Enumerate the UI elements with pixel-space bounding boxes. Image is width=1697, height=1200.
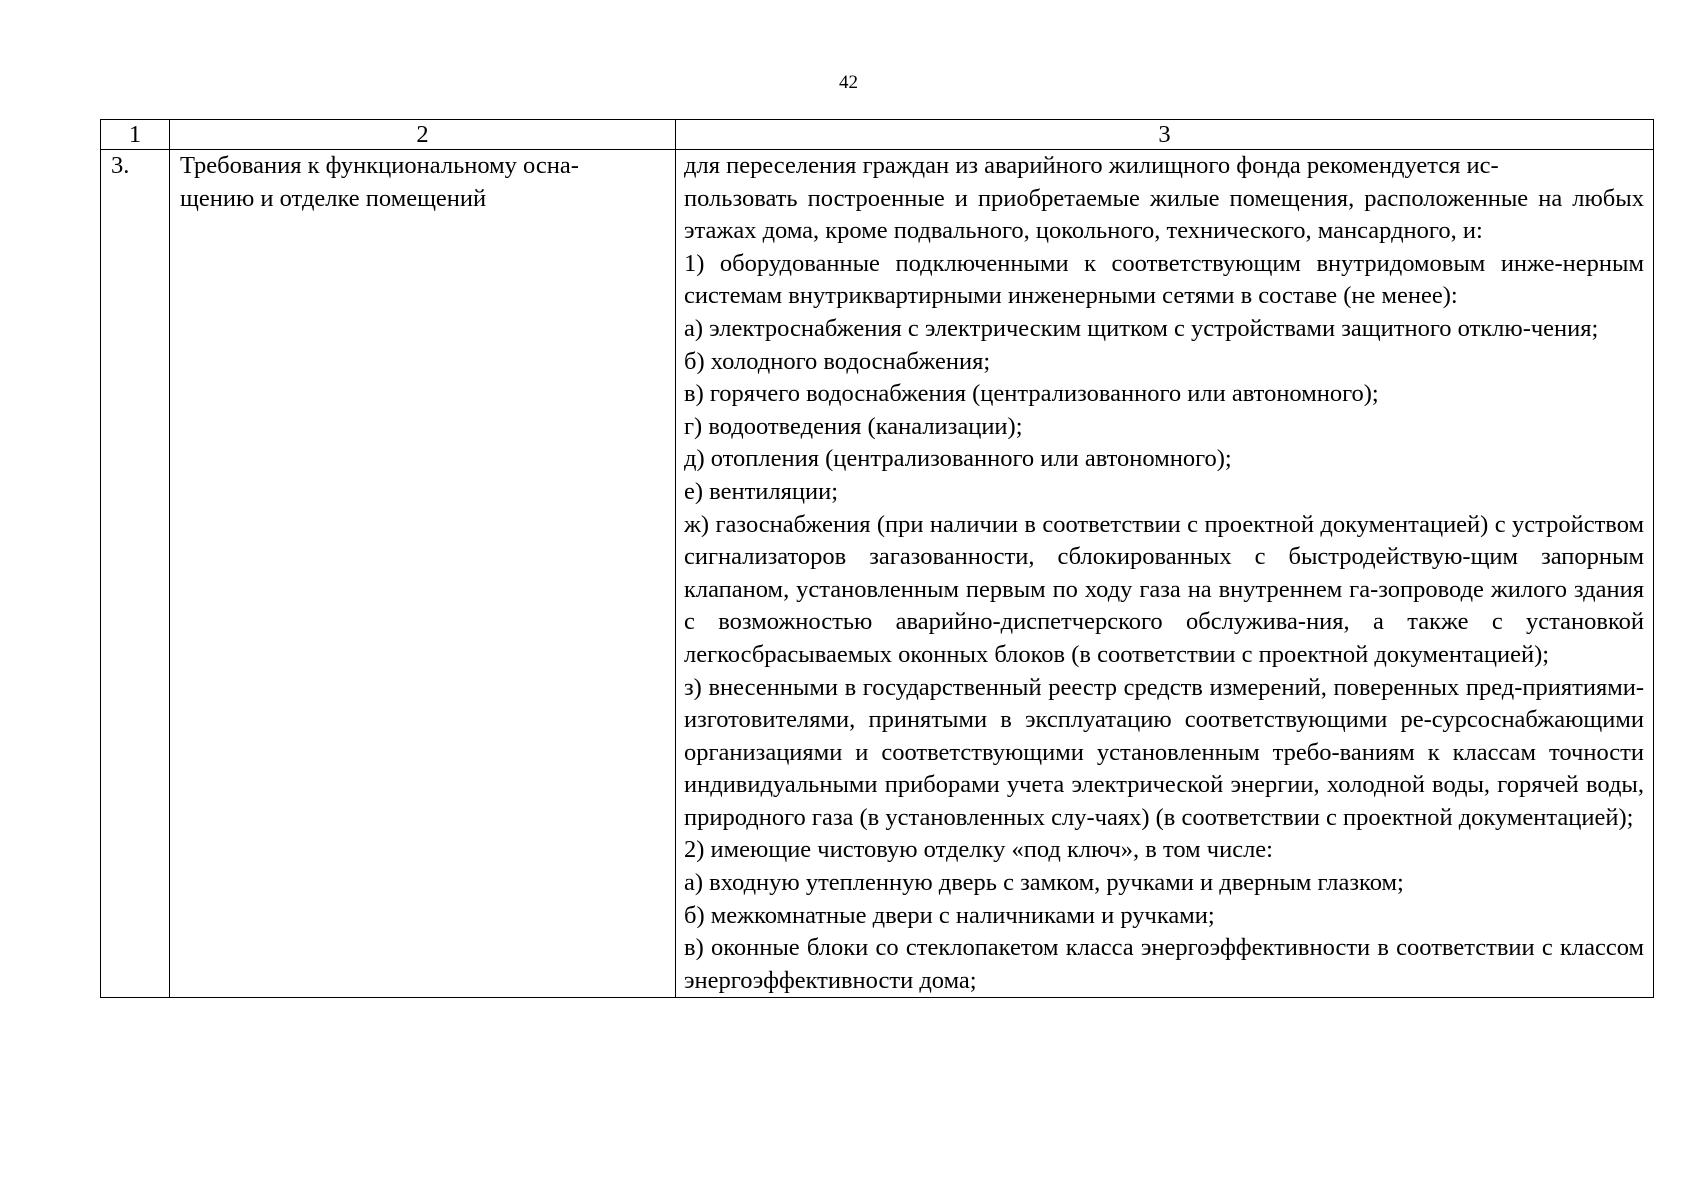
content-paragraph: а) входную утепленную дверь с замком, ручками и дверным глазком; — [684, 869, 1404, 897]
content-paragraph: з) внесенными в государственный реестр средств измерений, поверенных пред-приятиями-изготовителями, принятыми в эксплуатацию соответствующими ре-сурсоснабжающими организациями и соответствующими установленным требо-ваниям к классам точности индивидуальными приборами учета электрической энергии, холодной воды, горячей воды, природного газа (в установленных слу-чаях) (в соответствии с проектной документацией); — [684, 673, 1644, 831]
requirements-table — [100, 119, 1654, 998]
requirement-content — [676, 150, 1654, 998]
content-paragraph: б) холодного водоснабжения; — [684, 347, 991, 375]
requirement-name-line: щению и отделке помещений — [180, 184, 487, 212]
row-number: 3. — [101, 150, 170, 998]
content-paragraph: 1) оборудованные подключенными к соответствующим внутридомовым инже-нерным системам внутриквартирными инженерными сетями в составе (не менее): — [684, 249, 1644, 310]
column-header-2: 2 — [170, 120, 676, 150]
column-header-3: 3 — [676, 120, 1654, 150]
content-paragraph: в) оконные блоки со стеклопакетом класса энергоэффективности в соответствии с классом энергоэффективности дома; — [684, 934, 1644, 994]
content-paragraph: в) горячего водоснабжения (централизованного или автономного); — [684, 380, 1379, 408]
content-paragraph: 2) имеющие чистовую отделку «под ключ», в том числе: — [684, 836, 1273, 864]
content-paragraph: г) водоотведения (канализации); — [684, 412, 1023, 440]
table-row — [101, 150, 1654, 998]
content-paragraph: пользовать построенные и приобретаемые жилые помещения, расположенные на любых этажах дома, кроме подвального, цокольного, технического, мансардного, и: — [684, 184, 1644, 245]
content-paragraph: для переселения граждан из аварийного жилищного фонда рекомендуется ис- — [684, 152, 1499, 179]
column-header-1: 1 — [101, 120, 170, 150]
content-paragraph: д) отопления (централизованного или автономного); — [684, 445, 1232, 473]
requirement-name — [170, 150, 676, 998]
page-number: 42 — [839, 72, 858, 93]
content-paragraph: а) электроснабжения с электрическим щитком с устройствами защитного отклю-чения; — [684, 314, 1599, 342]
requirement-name-line: Требования к функциональному осна- — [180, 152, 579, 179]
content-paragraph: е) вентиляции; — [684, 477, 839, 505]
content-paragraph: ж) газоснабжения (при наличии в соответствии с проектной документацией) с устройством сигнализаторов загазованности, сблокированных с быстродействую-щим запорным клапаном, установленным первым по ходу газа на внутреннем га-зопроводе жилого здания с возможностью аварийно-диспетчерского обслужива-ния, а также с установкой легкосбрасываемых оконных блоков (в соответствии с проектной документацией); — [684, 510, 1644, 668]
table-header-row — [101, 120, 1654, 150]
content-paragraph: б) межкомнатные двери с наличниками и ручками; — [684, 901, 1215, 929]
